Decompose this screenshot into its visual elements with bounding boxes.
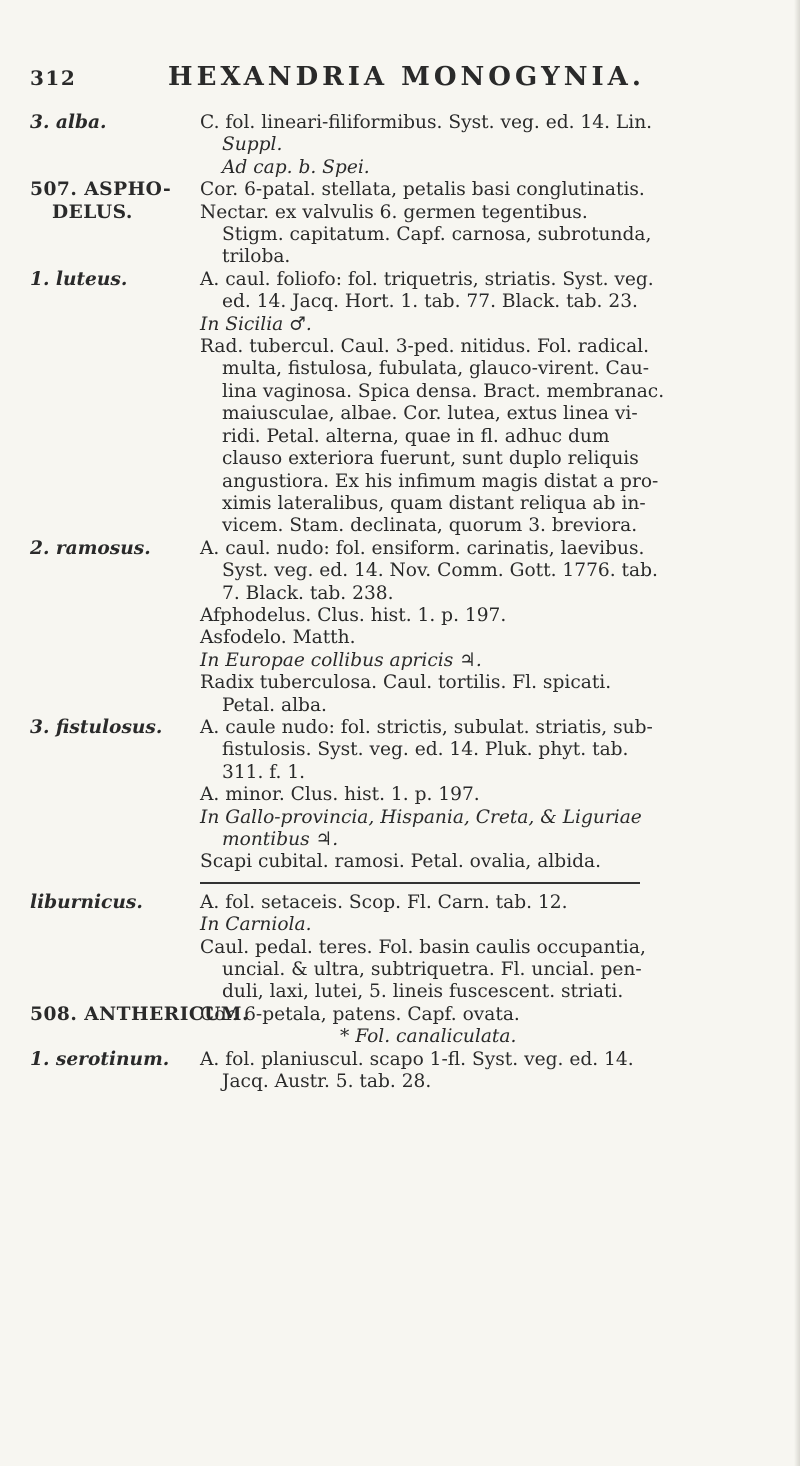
text-line: Caul. pedal. teres. Fol. basin caulis occupantia, xyxy=(200,936,646,958)
species-entry-alba xyxy=(30,112,790,179)
text-line: fistulosis. Syst. veg. ed. 14. Pluk. phyt. tab. xyxy=(222,739,629,761)
species-label: 3. alba. xyxy=(30,112,107,133)
text-line: ed. 14. Jacq. Hort. 1. tab. 77. Black. tab. 23. xyxy=(222,291,638,313)
page-title: HEXANDRIA MONOGYNIA. xyxy=(168,62,645,92)
text-line: Nectar. ex valvulis 6. germen tegentibus. xyxy=(200,201,588,223)
text-line: 7. Black. tab. 238. xyxy=(222,582,394,604)
text-line: lina vaginosa. Spica densa. Bract. membranac. xyxy=(222,380,665,402)
text-line: montibus ♃. xyxy=(222,829,339,850)
text-line: Radix tuberculosa. Caul. tortilis. Fl. spicati. xyxy=(200,672,612,694)
species-label: liburnicus. xyxy=(30,891,143,913)
text-line: duli, laxi, lutei, 5. lineis fuscescent. striati. xyxy=(222,981,624,1003)
text-line: A. fol. planiuscul. scapo 1-fl. Syst. veg. ed. 14. xyxy=(200,1048,634,1070)
page-edge-shadow xyxy=(794,0,800,1466)
text-line: Ad cap. b. Spei. xyxy=(222,156,370,178)
species-entry-ramosus xyxy=(30,538,790,717)
genus-label xyxy=(30,179,200,269)
species-label: 1. luteus. xyxy=(30,268,128,290)
text-line: Syst. veg. ed. 14. Nov. Comm. Gott. 1776. tab. xyxy=(222,560,658,582)
species-entry-fistulosus xyxy=(30,717,790,874)
text-line: In Gallo-provincia, Hispania, Creta, & Liguriae xyxy=(200,806,642,828)
genus-label-line: DELUS. xyxy=(52,201,133,223)
text-line: clauso exteriora fuerunt, sunt duplo reliquis xyxy=(222,448,639,470)
text-line: Asfodelo. Matth. xyxy=(200,627,356,649)
species-entry-serotinum xyxy=(30,1049,790,1094)
species-description xyxy=(200,112,790,179)
text-line: Cor. 6-petala, patens. Capf. ovata. xyxy=(200,1003,520,1025)
text-line: Petal. alba. xyxy=(222,694,327,716)
section-divider xyxy=(200,882,640,884)
text-line: uncial. & ultra, subtriquetra. Fl. uncial. pen- xyxy=(222,959,642,981)
species-description xyxy=(200,538,790,717)
page-body xyxy=(30,112,790,1093)
text-line: A. caule nudo: fol. strictis, subulat. striatis, sub- xyxy=(200,716,653,738)
species-label: 3. fistulosus. xyxy=(30,716,163,738)
page-number: 312 xyxy=(30,66,77,90)
text-line: vicem. Stam. declinata, quorum 3. breviora. xyxy=(222,515,638,537)
text-line: Scapi cubital. ramosi. Petal. ovalia, albida. xyxy=(200,851,602,873)
species-label: 2. ramosus. xyxy=(30,537,151,559)
text-line: ridi. Petal. alterna, quae in fl. adhuc dum xyxy=(222,425,610,447)
text-line: angustiora. Ex his infimum magis distat a pro- xyxy=(222,470,659,492)
text-line: A. caul. foliofo: fol. triquetris, striatis. Syst. veg. xyxy=(200,268,654,290)
genus-description xyxy=(200,179,790,269)
text-line: Rad. tubercul. Caul. 3-ped. nitidus. Fol. radical. xyxy=(200,336,650,358)
species-entry-luteus xyxy=(30,269,790,538)
text-line: A. fol. setaceis. Scop. Fl. Carn. tab. 12. xyxy=(200,891,568,913)
species-label: 1. serotinum. xyxy=(30,1048,170,1070)
species-description xyxy=(200,717,790,874)
genus-label: 508. ANTHERICUM. xyxy=(30,1003,249,1025)
text-line: triloba. xyxy=(222,246,291,268)
genus-entry-anthericum xyxy=(30,1004,790,1049)
text-line: Afphodelus. Clus. hist. 1. p. 197. xyxy=(200,604,507,626)
text-line: In Europae collibus apricis ♃. xyxy=(200,649,482,671)
text-line: Suppl. xyxy=(222,134,283,156)
text-line: Stigm. capitatum. Capf. carnosa, subrotunda, xyxy=(222,224,652,246)
genus-label-line: 507. ASPHO- xyxy=(30,179,172,201)
species-description xyxy=(200,892,790,1004)
text-line: A. caul. nudo: fol. ensiform. carinatis, laevibus. xyxy=(200,537,645,559)
text-line: ximis lateralibus, quam distant reliqua ab in- xyxy=(222,492,646,514)
text-line: In Sicilia ♂. xyxy=(200,313,312,335)
text-line: Cor. 6-patal. stellata, petalis basi conglutinatis. xyxy=(200,179,645,201)
text-line: 311. f. 1. xyxy=(222,761,306,783)
text-line: maiusculae, albae. Cor. lutea, extus linea vi- xyxy=(222,403,638,425)
species-description xyxy=(200,269,790,538)
text-line: In Carniola. xyxy=(200,914,312,936)
text-line: Jacq. Austr. 5. tab. 28. xyxy=(222,1071,432,1093)
species-description xyxy=(200,1049,790,1094)
genus-description xyxy=(200,1004,790,1049)
text-line: C. fol. lineari-filiformibus. Syst. veg. ed. 14. Lin. xyxy=(200,112,653,133)
text-line: multa, fistulosa, fubulata, glauco-virent. Cau- xyxy=(222,358,650,380)
text-line: A. minor. Clus. hist. 1. p. 197. xyxy=(200,784,480,806)
text-line: * Fol. canaliculata. xyxy=(340,1026,517,1048)
genus-entry-asphodelus xyxy=(30,179,790,269)
species-entry-liburnicus xyxy=(30,892,790,1004)
